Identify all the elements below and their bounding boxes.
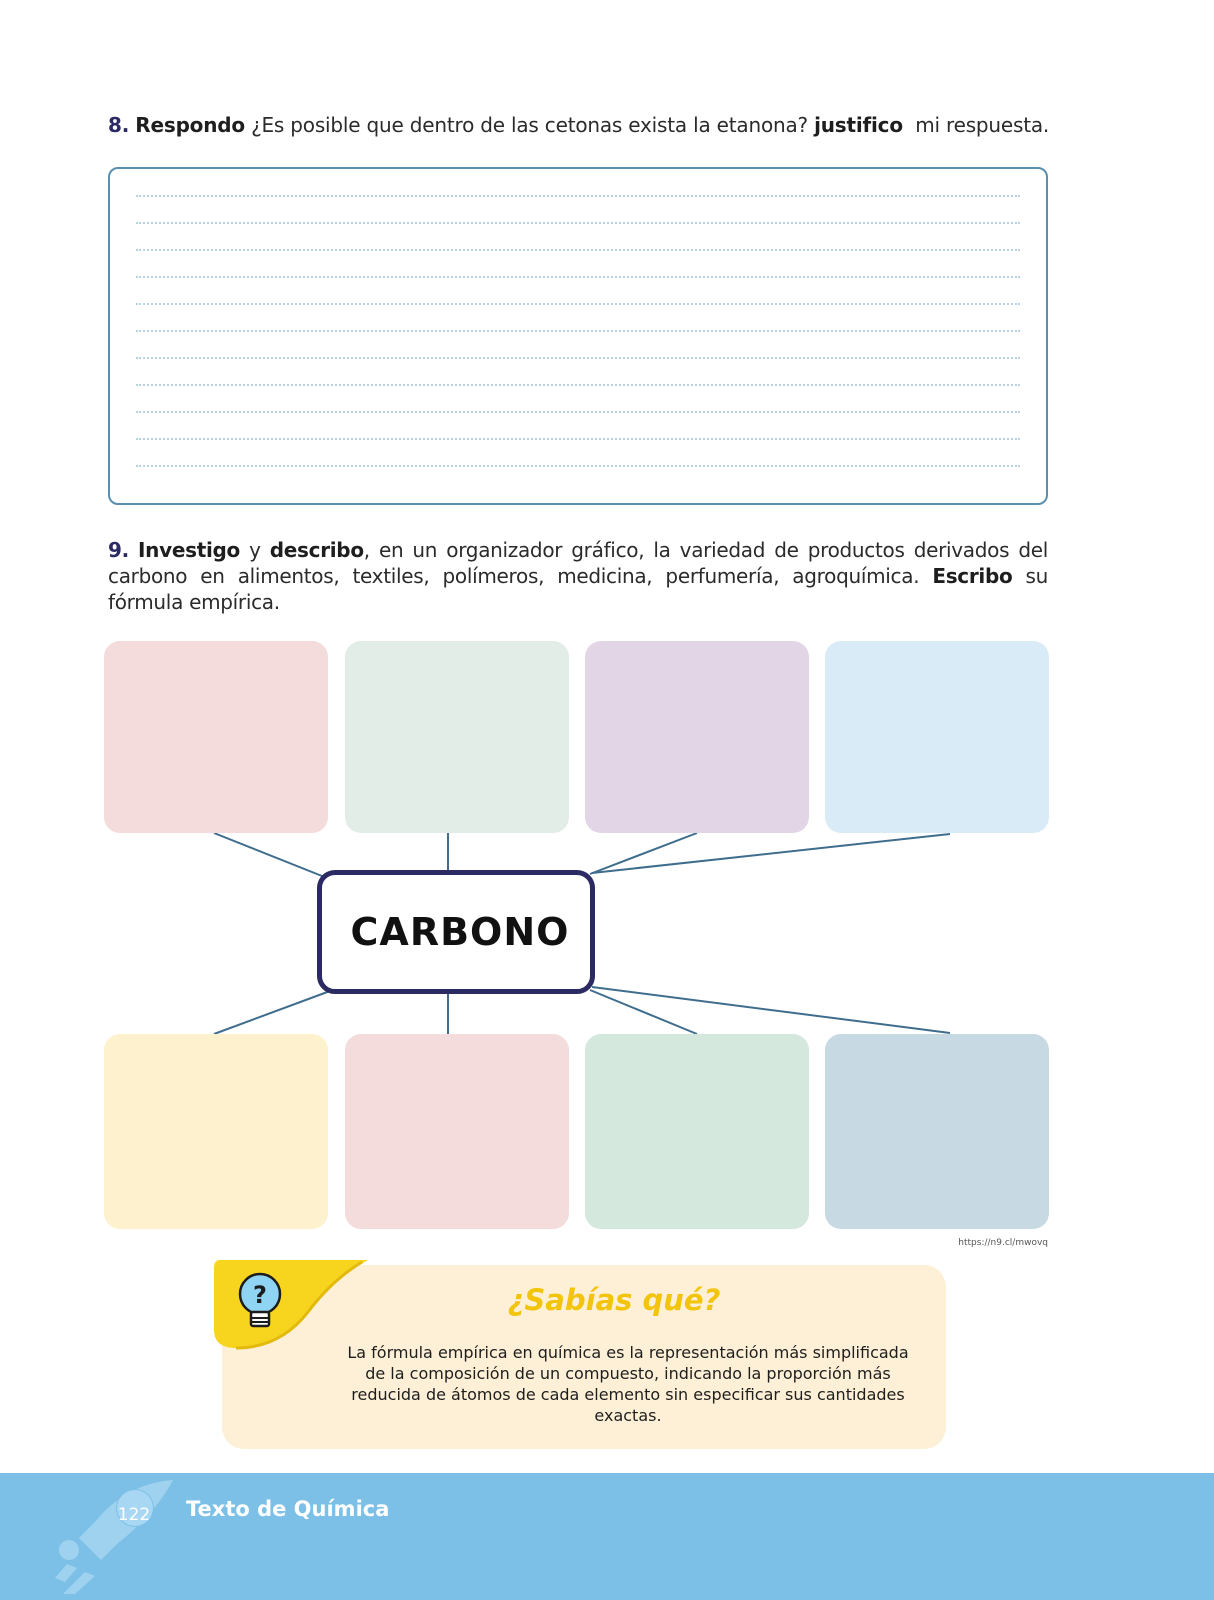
question-verb: describo	[269, 538, 364, 562]
sabias-text: La fórmula empírica en química es la representación más simplificada de la composición de un compuesto, indicando la proporción más reducida de átomos de cada elemento sin especificar sus cantidades exactas.	[347, 1343, 909, 1425]
organizer-card-bottom-3[interactable]	[585, 1034, 809, 1229]
organizer-card-bottom-2[interactable]	[345, 1034, 569, 1229]
organizer-card-top-2[interactable]	[345, 641, 569, 833]
organizer-card-top-3[interactable]	[585, 641, 809, 833]
question-text: mi respuesta.	[902, 113, 1050, 137]
source-url: https://n9.cl/mwovq	[958, 1238, 1048, 1248]
question-text: , en un organizador gráfico, la variedad de productos derivados del carbono en alimentos, textiles, polímeros, medicina, perfumería, agroquímica.	[108, 538, 1048, 588]
organizer-center-label: CARBONO	[350, 910, 570, 954]
organizer-card-bottom-4[interactable]	[825, 1034, 1049, 1229]
lightbulb-question-icon	[212, 1254, 372, 1354]
question-text: ¿Es posible que dentro de las cetonas exista la etanona?	[244, 113, 815, 137]
svg-text:?: ?	[253, 1281, 267, 1309]
question-text: y	[240, 538, 270, 562]
question-verb: Escribo	[932, 564, 1013, 588]
sabias-title: ¿Sabías qué?	[507, 1283, 721, 1317]
page-number: 122	[117, 1505, 151, 1525]
question-text: su fórmula empírica.	[108, 564, 1048, 614]
question-verb: Respondo	[135, 113, 245, 137]
connector-line	[592, 987, 950, 1033]
question-number: 8.	[108, 113, 130, 137]
connector-line	[214, 833, 322, 876]
organizer-card-top-4[interactable]	[825, 641, 1049, 833]
organizer-center-box	[317, 870, 595, 994]
footer-title: Texto de Química	[186, 1497, 390, 1521]
question-verb: Investigo	[138, 538, 240, 562]
rocket-icon	[55, 1478, 175, 1600]
question-verb: justifico	[814, 113, 903, 137]
organizer-card-bottom-1[interactable]	[104, 1034, 328, 1229]
organizer-card-top-1[interactable]	[104, 641, 328, 833]
question-number: 9.	[108, 538, 129, 562]
connector-line	[590, 990, 697, 1034]
page-footer	[0, 1473, 1214, 1600]
connector-line	[214, 991, 330, 1034]
